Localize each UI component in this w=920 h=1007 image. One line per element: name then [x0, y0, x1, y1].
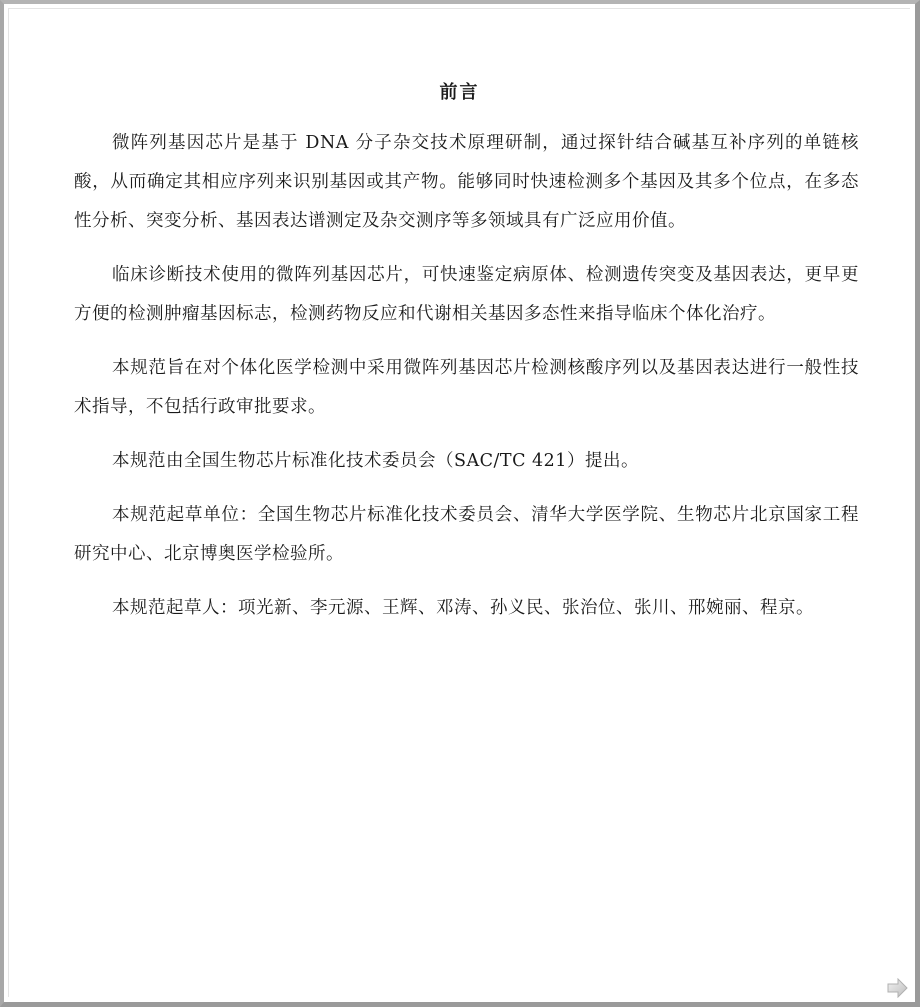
paragraph-drafting-units: 本规范起草单位：全国生物芯片标准化技术委员会、清华大学医学院、生物芯片北京国家工程研究中心、北京博奥医学检验所。 — [74, 505, 859, 564]
document-body — [74, 124, 859, 643]
next-page-button[interactable] — [887, 978, 909, 998]
paragraph-purpose: 本规范旨在对个体化医学检测中采用微阵列基因芯片检测核酸序列以及基因表达进行一般性技术指导，不包括行政审批要求。 — [74, 358, 859, 417]
paragraph-proposer: 本规范由全国生物芯片标准化技术委员会（SAC/TC 421）提出。 — [112, 451, 639, 471]
arrow-right-icon — [887, 978, 909, 998]
paragraph-drafters: 本规范起草人：项光新、李元源、王辉、邓涛、孙义民、张治位、张川、邢婉丽、程京。 — [112, 598, 814, 618]
paragraph-intro: 微阵列基因芯片是基于 DNA 分子杂交技术原理研制，通过探针结合碱基互补序列的单链核酸，从而确定其相应序列来识别基因或其产物。能够同时快速检测多个基因及其多个位点，在多态性分析、突变分析、基因表达谱测定及杂交测序等多领域具有广泛应用价值。 — [74, 133, 859, 231]
paragraph-clinical-use: 临床诊断技术使用的微阵列基因芯片，可快速鉴定病原体、检测遗传突变及基因表达，更早更方便的检测肿瘤基因标志，检测药物反应和代谢相关基因多态性来指导临床个体化治疗。 — [74, 265, 859, 324]
page-title: 前言 — [439, 82, 480, 103]
